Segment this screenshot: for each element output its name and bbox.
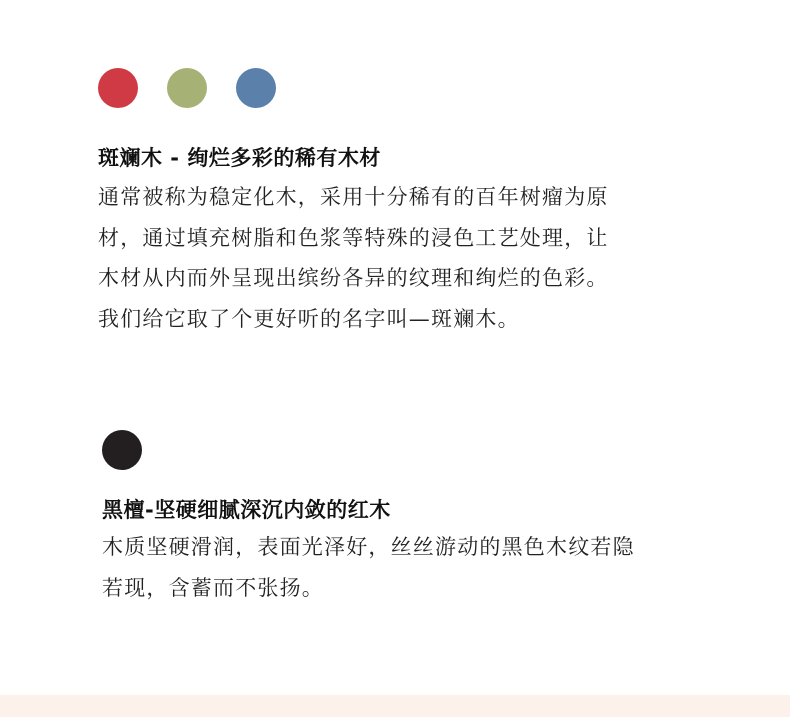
green-swatch (167, 68, 207, 108)
section-description (102, 527, 722, 608)
description-line: 木材从内而外呈现出缤纷各异的纹理和绚烂的色彩。 (98, 266, 609, 290)
color-swatch-row (102, 430, 722, 470)
section-banlan-wood (98, 68, 718, 339)
red-swatch (98, 68, 138, 108)
section-title: 斑斓木 - 绚烂多彩的稀有木材 (98, 146, 381, 170)
section-title: 黑檀-坚硬细腻深沉内敛的红木 (102, 498, 391, 522)
bottom-band (0, 695, 790, 717)
description-line: 我们给它取了个更好听的名字叫—斑斓木。 (98, 306, 520, 331)
description-line: 木质坚硬滑润，表面光泽好，丝丝游动的黑色木纹若隐 (102, 535, 635, 559)
description-line: 通常被称为稳定化木，采用十分稀有的百年树瘤为原 (98, 185, 609, 209)
description-line: 材，通过填充树脂和色浆等特殊的浸色工艺处理，让 (98, 225, 609, 250)
section-description (98, 177, 718, 339)
blue-swatch (236, 68, 276, 108)
color-swatch-row (98, 68, 718, 108)
section-ebony-wood (102, 430, 722, 608)
description-line: 若现，含蓄而不张扬。 (102, 575, 324, 600)
black-swatch (102, 430, 142, 470)
